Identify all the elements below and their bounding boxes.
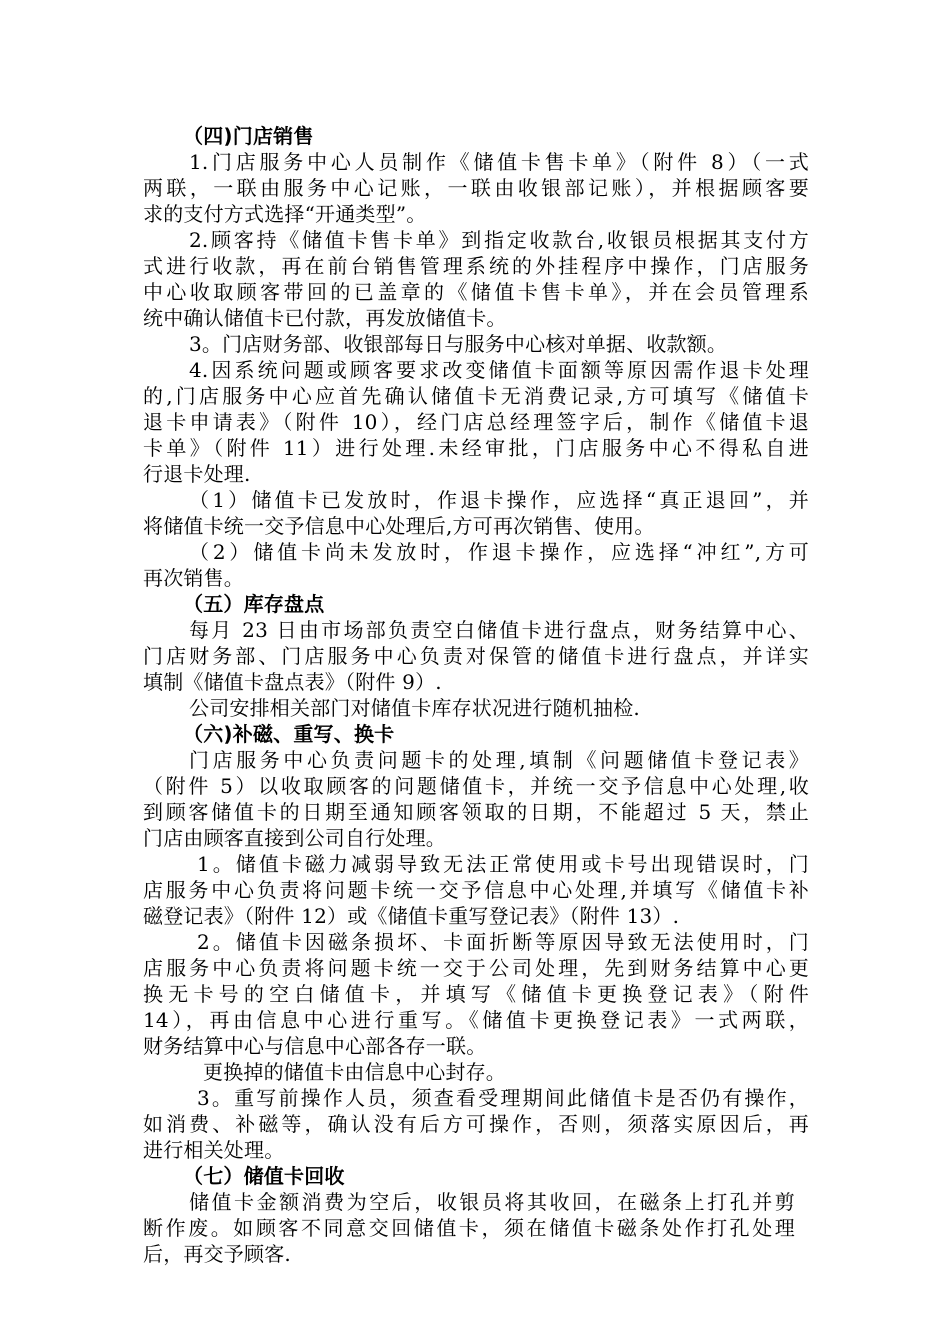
paragraph-line: 的,门店服务中心应首先确认储值卡无消费记录,方可填写《储值卡 bbox=[143, 384, 809, 408]
paragraph-line: 换无卡号的空白储值卡，并填写《储值卡更换登记表》（附件 bbox=[143, 982, 809, 1006]
paragraph-line: 2.顾客持《储值卡售卡单》到指定收款台,收银员根据其支付方 bbox=[189, 228, 809, 252]
paragraph-line: 2。储值卡因磁条损坏、卡面折断等原因导致无法使用时，门 bbox=[197, 930, 809, 954]
section-heading-inventory: （五）库存盘点 bbox=[183, 592, 325, 616]
section-heading-card-repair: （六)补磁、重写、换卡 bbox=[183, 722, 395, 746]
paragraph-line: 4.因系统问题或顾客要求改变储值卡面额等原因需作退卡处理 bbox=[189, 358, 809, 382]
paragraph-line: 3。重写前操作人员，须查看受理期间此储值卡是否仍有操作， bbox=[197, 1086, 809, 1110]
paragraph-line: 储值卡金额消费为空后，收银员将其收回，在磁条上打孔并剪 bbox=[189, 1190, 795, 1214]
paragraph-line: （附件 5）以收取顾客的问题储值卡，并统一交予信息中心处理,收 bbox=[143, 774, 809, 798]
paragraph-line: 两联，一联由服务中心记账，一联由收银部记账），并根据顾客要 bbox=[143, 176, 809, 200]
paragraph-line: 财务结算中心与信息中心部各存一联。 bbox=[143, 1034, 487, 1058]
paragraph-line: 进行相关处理。 bbox=[143, 1138, 285, 1162]
paragraph-line: 中心收取顾客带回的已盖章的《储值卡售卡单》，并在会员管理系 bbox=[143, 280, 809, 304]
paragraph-line: 统中确认储值卡已付款，再发放储值卡。 bbox=[143, 306, 507, 330]
paragraph-line: 门店财务部、门店服务中心负责对保管的储值卡进行盘点，并详实 bbox=[143, 644, 809, 668]
section-heading-card-recovery: （七）储值卡回收 bbox=[183, 1164, 345, 1188]
paragraph-line: 店服务中心负责将问题卡统一交于公司处理，先到财务结算中心更 bbox=[143, 956, 809, 980]
paragraph-line: （1）储值卡已发放时，作退卡操作，应选择“真正退回”，并 bbox=[189, 488, 809, 512]
paragraph-line: 退卡申请表》（附件 10），经门店总经理签字后，制作《储值卡退 bbox=[143, 410, 809, 434]
paragraph-line: 店服务中心负责将问题卡统一交予信息中心处理,并填写《储值卡补 bbox=[143, 878, 809, 902]
paragraph-line: 公司安排相关部门对储值卡库存状况进行随机抽检. bbox=[189, 696, 640, 720]
paragraph-line: 后，再交予顾客. bbox=[143, 1242, 291, 1266]
paragraph-line: 再次销售。 bbox=[143, 566, 244, 590]
paragraph-line: 行退卡处理. bbox=[143, 462, 251, 486]
paragraph-line: 到顾客储值卡的日期至通知顾客领取的日期，不能超过 5 天，禁止 bbox=[143, 800, 809, 824]
paragraph-line: 3。门店财务部、收银部每日与服务中心核对单据、收款额。 bbox=[189, 332, 728, 356]
paragraph-line: 1.门店服务中心人员制作《储值卡售卡单》（附件 8）（一式 bbox=[189, 150, 809, 174]
paragraph-line: 门店由顾客直接到公司自行处理。 bbox=[143, 826, 446, 850]
paragraph-line: 1。储值卡磁力减弱导致无法正常使用或卡号出现错误时，门 bbox=[197, 852, 809, 876]
paragraph-line: 门店服务中心负责问题卡的处理,填制《问题储值卡登记表》 bbox=[189, 748, 809, 772]
paragraph-line: 磁登记表》（附件 12）或《储值卡重写登记表》（附件 13）. bbox=[143, 904, 680, 928]
paragraph-line: 式进行收款，再在前台销售管理系统的外挂程序中操作，门店服务 bbox=[143, 254, 809, 278]
paragraph-line: 每月 23 日由市场部负责空白储值卡进行盘点，财务结算中心、 bbox=[189, 618, 809, 642]
paragraph-line: 填制《储值卡盘点表》（附件 9）. bbox=[143, 670, 442, 694]
paragraph-line: 14），再由信息中心进行重写。《储值卡更换登记表》一式两联， bbox=[143, 1008, 809, 1032]
paragraph-line: 将储值卡统一交予信息中心处理后,方可再次销售、使用。 bbox=[143, 514, 655, 538]
paragraph-line: 如消费、补磁等，确认没有后方可操作，否则，须落实原因后，再 bbox=[143, 1112, 809, 1136]
paragraph-line: 更换掉的储值卡由信息中心封存。 bbox=[203, 1060, 506, 1084]
paragraph-line: 求的支付方式选择“开通类型”。 bbox=[143, 202, 427, 226]
paragraph-line: 断作废。如顾客不同意交回储值卡，须在储值卡磁条处作打孔处理 bbox=[143, 1216, 795, 1240]
paragraph-line: （2）储值卡尚未发放时，作退卡操作，应选择“冲红”,方可 bbox=[189, 540, 809, 564]
section-heading-store-sales: （四)门店销售 bbox=[183, 124, 314, 148]
paragraph-line: 卡单》（附件 11）进行处理.未经审批，门店服务中心不得私自进 bbox=[143, 436, 809, 460]
